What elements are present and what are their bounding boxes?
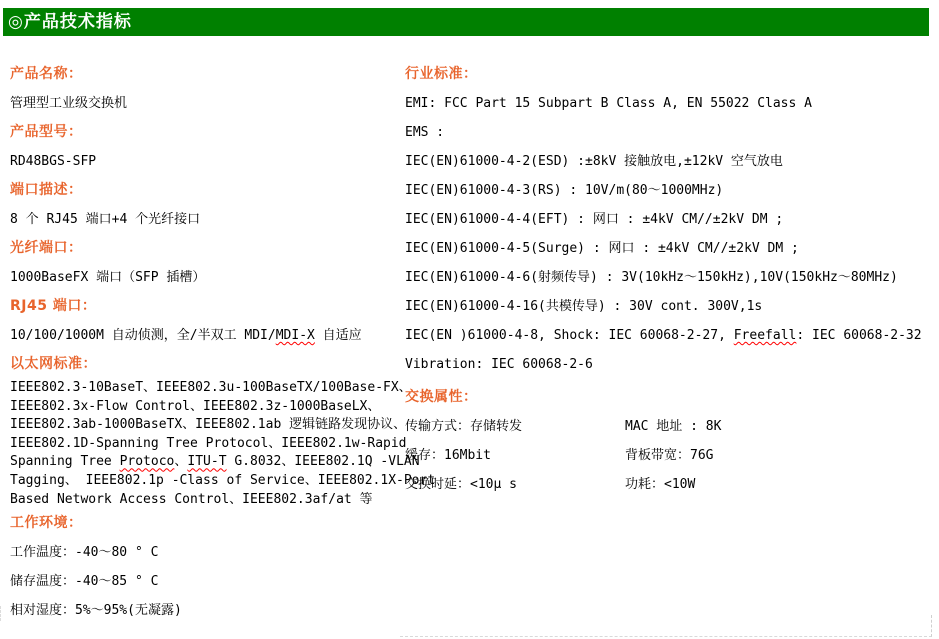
section-heading-fiber-port: 光纤端口： <box>10 240 83 256</box>
switch-properties-row <box>405 470 935 499</box>
text-segment: IEC(EN)61000-4-5(Surge) : 网口 : ±4kV CM//±2kV DM ; <box>405 241 799 256</box>
switch-properties-row <box>405 441 935 470</box>
text-line <box>10 435 407 454</box>
text-segment: IEEE802.3ab-1000BaseTX、IEEE802.1ab 逻辑链路发现协议、 <box>10 417 407 433</box>
text-line <box>405 205 935 234</box>
misspelled-word: MDI-X <box>275 328 315 343</box>
section-heading-industry-standards: 行业标准： <box>405 66 478 82</box>
misspelled-word: Freefall <box>733 328 797 343</box>
text-line <box>10 453 420 472</box>
text-line <box>405 321 935 350</box>
text-line <box>405 350 935 379</box>
text-segment: G.8032、IEEE802.1Q -VLAN <box>226 454 420 470</box>
product-name-value: 管理型工业级交换机 <box>10 96 128 111</box>
text-line <box>10 416 407 435</box>
backplane-bandwidth: 背板带宽：76G <box>625 448 714 463</box>
text-segment: Tagging、 IEEE802.1p -Class of Service、IEEE802.1X-Port <box>10 472 436 488</box>
misspelled-word: ITU-T <box>187 454 227 470</box>
text-segment: : IEC 60068-2-32 <box>796 328 922 343</box>
text-segment: EMI: FCC Part 15 Subpart B Class A, EN 55022 Class A <box>405 96 812 111</box>
text-segment: 、 <box>174 454 188 470</box>
fiber-port-value: 1000BaseFX 端口（SFP 插槽） <box>10 270 206 285</box>
ethernet-standards-paragraph <box>10 379 436 509</box>
rj45-port-value <box>10 321 402 350</box>
table-border-left <box>0 606 1 621</box>
text-line: 相对湿度：5%～95%(无凝露) <box>10 603 182 619</box>
model-value: RD48BGS-SFP <box>10 154 97 169</box>
section-heading-port-desc: 端口描述： <box>10 182 83 198</box>
text-segment: IEC(EN)61000-4-2(ESD) :±8kV 接触放电,±12kV 空气放电 <box>405 154 783 169</box>
text-line: 工作温度：-40～80 ° C <box>10 545 159 561</box>
text-segment: IEC(EN )61000-4-8, Shock: IEC 60068-2-27, <box>405 328 734 343</box>
text-line <box>10 379 412 398</box>
text-line <box>10 398 402 417</box>
text-segment: IEC(EN)61000-4-6(射频传导) : 3V(10kHz～150kHz),10V(150kHz～80MHz) <box>405 270 898 285</box>
text-segment: IEC(EN)61000-4-3(RS) : 10V/m(80～1000MHz) <box>405 183 724 198</box>
text-segment: IEEE802.1D-Spanning Tree Protocol、IEEE802.1w-Rapid <box>10 435 407 451</box>
right-column <box>405 60 935 499</box>
text-segment: Based Network Access Control、IEEE802.3af/at 等 <box>10 491 373 507</box>
text-segment: Vibration: IEC 60068-2-6 <box>405 357 593 372</box>
text-segment: EMS : <box>405 125 445 140</box>
power-consumption: 功耗：<10W <box>625 477 696 492</box>
forwarding-mode: 传输方式：存储转发 <box>405 419 523 434</box>
work-environment-lines <box>10 538 402 625</box>
text-segment: 自适应 <box>314 328 362 343</box>
section-heading-switch-properties: 交换属性： <box>405 389 478 405</box>
section-heading-model: 产品型号： <box>10 124 83 140</box>
text-line: 储存温度：-40～85 ° C <box>10 574 159 590</box>
section-heading-ethernet-standards: 以太网标准： <box>10 356 97 372</box>
text-line <box>405 118 935 147</box>
switching-latency: 交换时延：<10μ s <box>405 477 517 492</box>
text-segment: IEEE802.3x-Flow Control、IEEE802.3z-1000BaseLX、 <box>10 398 381 414</box>
text-line <box>405 147 935 176</box>
table-border-bottom-right <box>400 615 932 637</box>
buffer-size: 缓存：16Mbit <box>405 448 491 463</box>
text-segment: 10/100/1000M 自动侦测，全/半双工 MDI/ <box>10 328 276 343</box>
section-heading-product-name: 产品名称： <box>10 66 83 82</box>
section-heading-rj45-port: RJ45 端口： <box>10 298 97 314</box>
text-line <box>10 472 436 491</box>
text-segment: IEC(EN)61000-4-4(EFT) : 网口 : ±4kV CM//±2kV DM ; <box>405 212 784 227</box>
page-title: ◎产品技术指标 <box>8 12 132 32</box>
page-title-bar <box>3 8 929 36</box>
section-heading-work-environment: 工作环境： <box>10 515 83 532</box>
text-segment: IEEE802.3-10BaseT、IEEE802.3u-100BaseTX/100Base-FX、 <box>10 380 412 395</box>
text-line <box>405 292 935 321</box>
text-line <box>10 491 402 510</box>
industry-standards-lines <box>405 89 935 379</box>
text-segment: IEC(EN)61000-4-16(共模传导) : 30V cont. 300V,1s <box>405 299 763 314</box>
switch-properties-row <box>405 412 935 441</box>
misspelled-word: Protoco <box>119 454 175 470</box>
text-line <box>405 234 935 263</box>
mac-address-capacity: MAC 地址 : 8K <box>625 419 722 434</box>
text-segment: Spanning Tree <box>10 454 120 470</box>
text-line <box>405 176 935 205</box>
text-line <box>405 263 935 292</box>
text-line <box>405 89 935 118</box>
port-desc-value: 8 个 RJ45 端口+4 个光纤接口 <box>10 212 201 227</box>
